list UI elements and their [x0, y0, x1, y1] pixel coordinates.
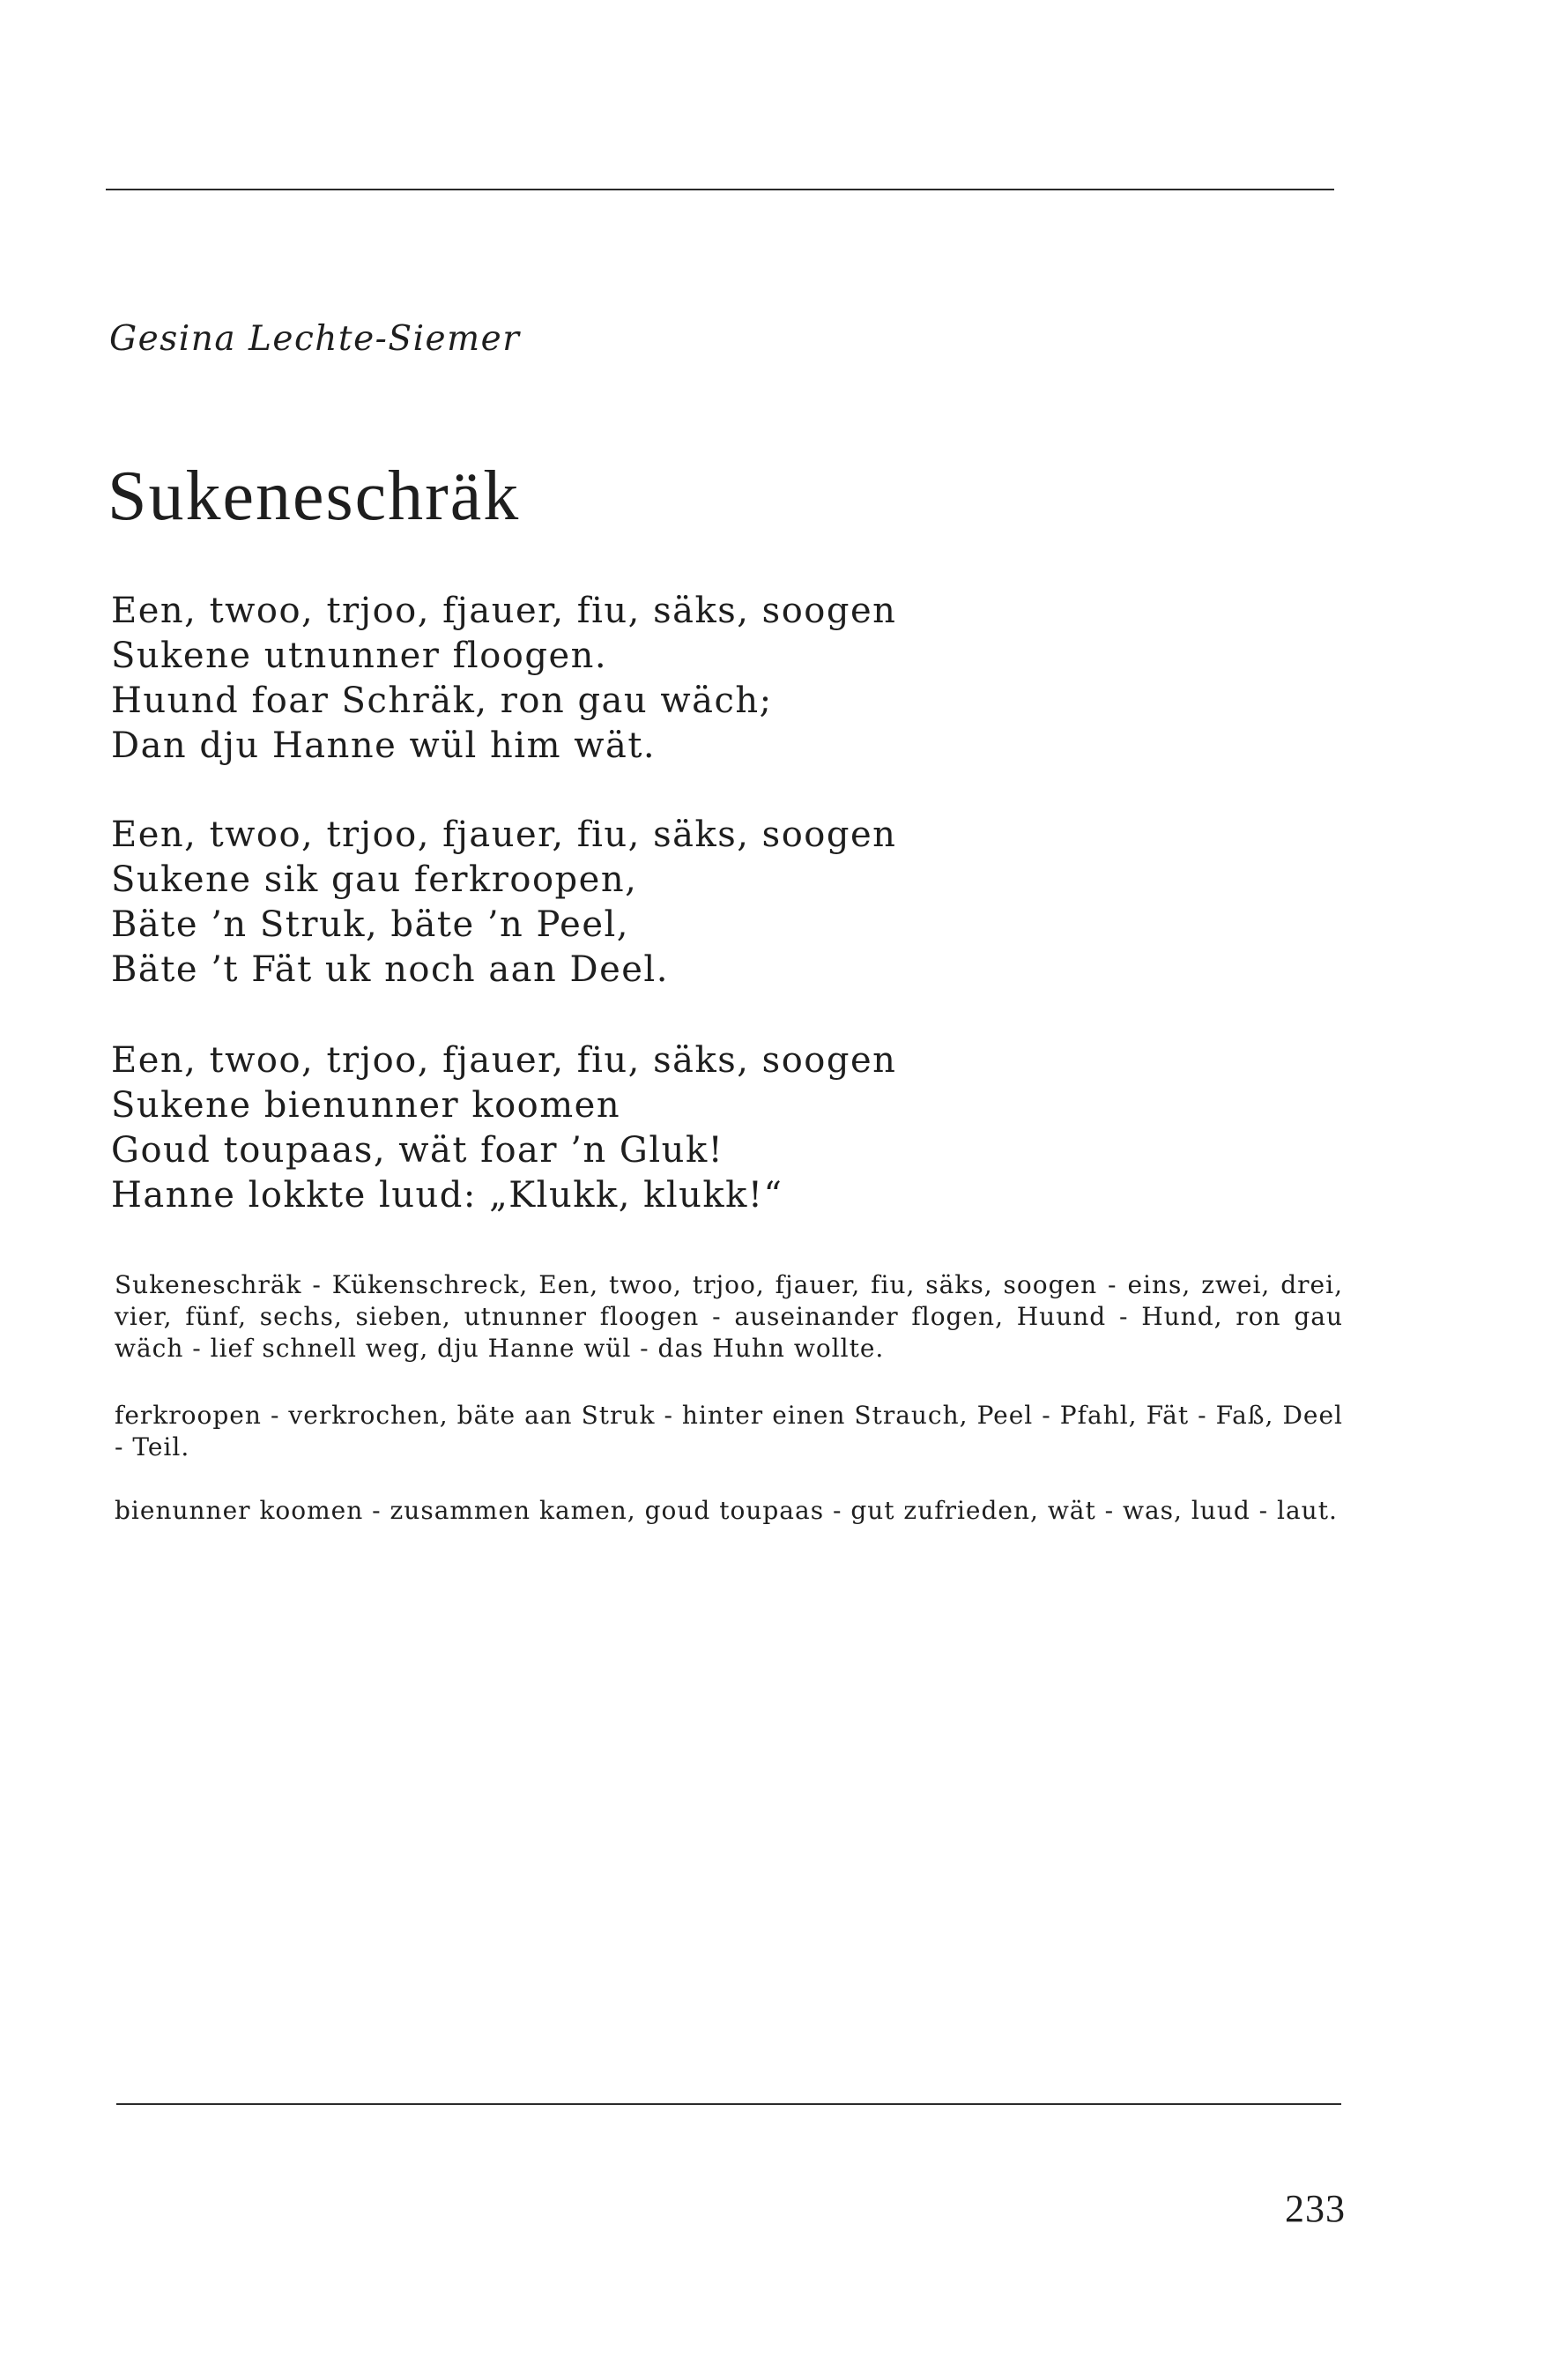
top-rule — [106, 189, 1334, 190]
page-number: 233 — [1285, 2187, 1346, 2230]
glossary-note-1: Sukeneschräk - Kükenschreck, Een, twoo, trjoo, fjauer, fiu, säks, soogen - eins, zwei, drei, vier, fünf, sechs, sieben, utnunner floogen - auseinander flogen, Huund - Hund, ron gau wäch - lief schnell weg, dju Hanne wül - das Huhn wollte. — [115, 1270, 1343, 1363]
verse-line: Een, twoo, trjoo, fjauer, fiu, säks, soogen — [111, 591, 897, 631]
verse-line: Sukene sik gau ferkroopen, — [111, 859, 638, 900]
poem-title: Sukeneschräk — [108, 457, 521, 535]
stanza-3 — [111, 1038, 896, 1218]
glossary-note-2: ferkroopen - verkrochen, bäte aan Struk - hinter einen Strauch, Peel - Pfahl, Fät - Faß, Deel - Teil. — [115, 1401, 1343, 1461]
verse-line: Sukene utnunner floogen. — [111, 636, 608, 676]
author-name: Gesina Lechte-Siemer — [109, 319, 521, 359]
verse-line: Bäte ’n Struk, bäte ’n Peel, — [111, 904, 629, 945]
verse-line: Sukene bienunner koomen — [111, 1085, 621, 1126]
verse-line: Huund foar Schräk, ron gau wäch; — [111, 681, 773, 721]
glossary-note-3: bienunner koomen - zusammen kamen, goud toupaas - gut zufrieden, wät - was, luud - laut. — [115, 1496, 1338, 1525]
bottom-rule — [116, 2103, 1341, 2105]
verse-line: Goud toupaas, wät foar ’n Gluk! — [111, 1130, 724, 1171]
verse-line: Dan dju Hanne wül him wät. — [111, 725, 657, 766]
verse-line: Een, twoo, trjoo, fjauer, fiu, säks, soogen — [111, 1040, 897, 1081]
verse-line: Een, twoo, trjoo, fjauer, fiu, säks, soogen — [111, 814, 897, 855]
stanza-2 — [111, 813, 896, 993]
verse-line: Bäte ’t Fät uk noch aan Deel. — [111, 949, 669, 990]
verse-line: Hanne lokkte luud: „Klukk, klukk!“ — [111, 1175, 783, 1216]
stanza-1 — [111, 589, 896, 769]
